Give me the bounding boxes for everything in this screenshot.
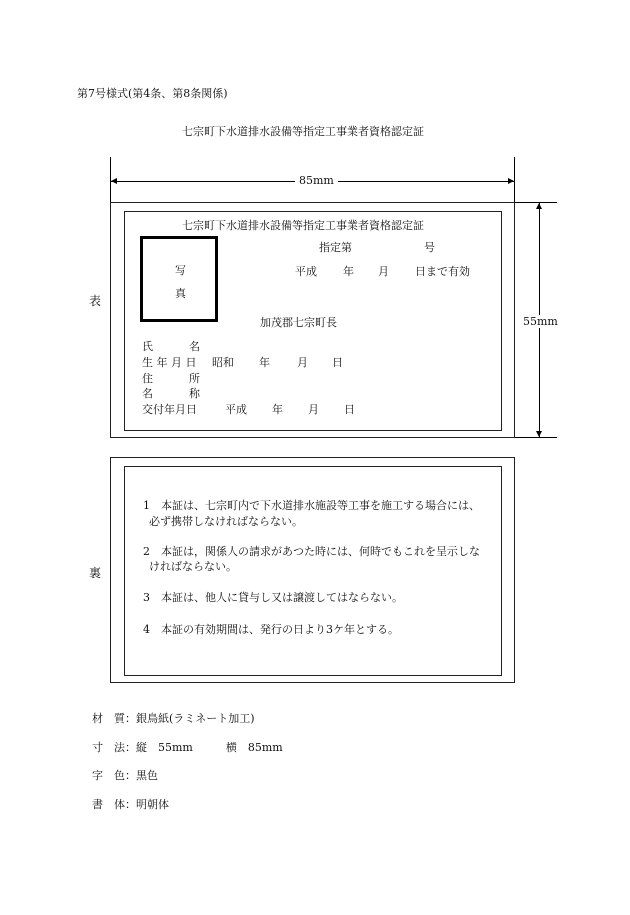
rule-1-line-2: 必ず携帯しなければならない。 xyxy=(149,515,303,528)
rule-4-line-1: 4 本証の有効期間は、発行の日より3ケ年とする。 xyxy=(143,623,399,636)
field-birth-day: 日 xyxy=(332,356,343,369)
field-issue-day: 日 xyxy=(344,403,355,416)
field-name-a: 氏 xyxy=(142,340,153,353)
validity-suffix: 日まで有効 xyxy=(415,265,470,278)
photo-label-1: 写 xyxy=(175,264,186,277)
height-arrow-down-icon xyxy=(536,431,542,437)
designation-prefix: 指定第 xyxy=(319,241,352,254)
field-birth-year: 年 xyxy=(259,356,270,369)
field-company-b: 称 xyxy=(189,387,200,400)
photo-frame xyxy=(140,236,218,322)
issuer: 加茂郡七宗町長 xyxy=(260,316,337,329)
designation-suffix: 号 xyxy=(424,241,435,254)
height-dimension-label: 55mm xyxy=(523,315,558,328)
form-number: 第7号様式(第4条、第8条関係) xyxy=(77,87,228,100)
validity-era: 平成 xyxy=(295,265,317,278)
field-birth-month: 月 xyxy=(297,356,308,369)
field-issue-year: 年 xyxy=(272,403,283,416)
field-birth: 生 年 月 日 xyxy=(142,356,197,369)
height-arrow-up-icon xyxy=(536,203,542,209)
rule-2-line-1: 2 本証は，関係人の請求があつた時には、何時でもこれを呈示しな xyxy=(143,545,480,558)
field-birth-era: 昭和 xyxy=(212,356,234,369)
validity-year: 年 xyxy=(343,265,354,278)
width-arrow-left-icon xyxy=(111,178,117,184)
spec-color: 字 色：黒色 xyxy=(92,769,158,782)
rule-3-line-1: 3 本証は、他人に貸与し又は譲渡してはならない。 xyxy=(143,591,403,604)
spec-material: 材 質：銀鳥紙(ラミネート加工) xyxy=(92,712,255,725)
spec-font: 書 体：明朝体 xyxy=(92,798,169,811)
front-side-label: 表 xyxy=(89,294,102,308)
width-dimension-label: 85mm xyxy=(295,174,338,187)
page-title: 七宗町下水道排水設備等指定工事業者資格認定証 xyxy=(182,125,424,138)
back-side-label: 裏 xyxy=(89,566,102,580)
field-issue-month: 月 xyxy=(308,403,319,416)
field-address-a: 住 xyxy=(142,372,153,385)
card-title: 七宗町下水道排水設備等指定工事業者資格認定証 xyxy=(182,219,424,232)
photo-label-2: 真 xyxy=(175,287,186,300)
width-arrow-right-icon xyxy=(508,178,514,184)
validity-month: 月 xyxy=(378,265,389,278)
dimension-bottom-tick xyxy=(515,437,557,438)
field-issue-era: 平成 xyxy=(225,403,247,416)
field-company-a: 名 xyxy=(142,387,153,400)
field-issue: 交付年月日 xyxy=(142,403,197,416)
spec-size: 寸 法：縦 55mm 横 85mm xyxy=(92,741,283,754)
field-name-b: 名 xyxy=(189,340,200,353)
rule-2-line-2: ければならない。 xyxy=(149,560,237,573)
field-address-b: 所 xyxy=(189,372,200,385)
rule-1-line-1: 1 本証は、七宗町内で下水道排水施設等工事を施工する場合には、 xyxy=(143,499,480,512)
